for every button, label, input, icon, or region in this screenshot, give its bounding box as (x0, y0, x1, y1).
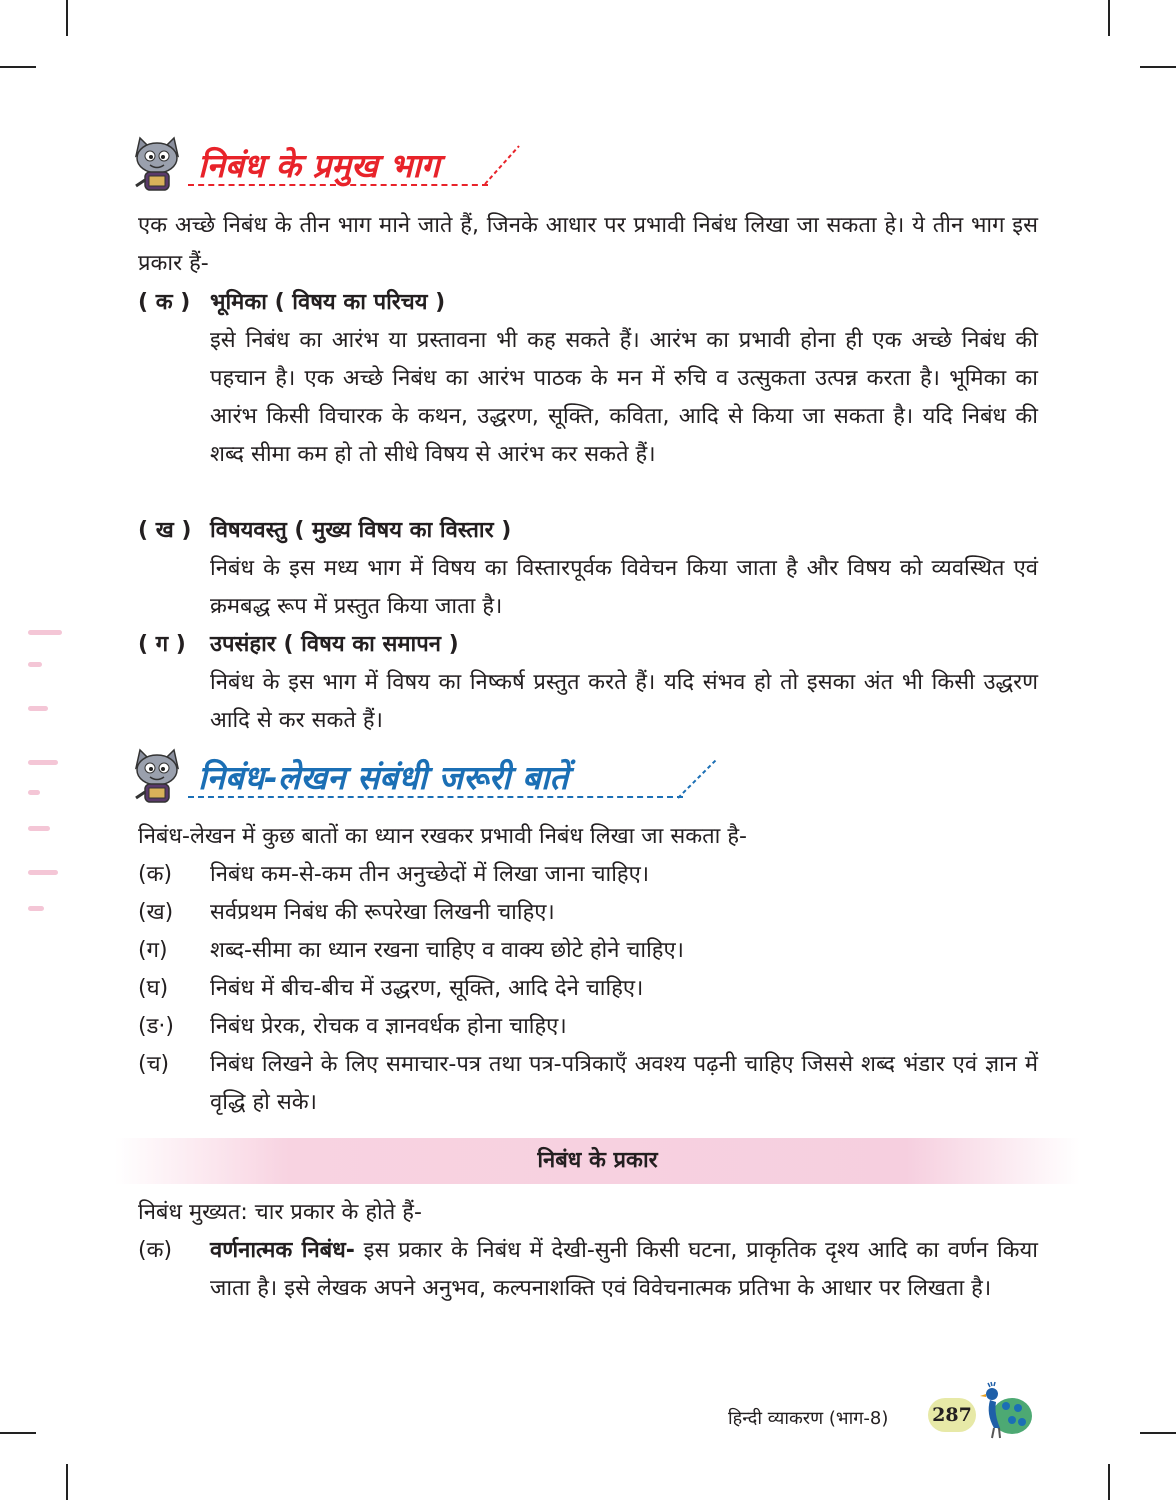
point-text: शब्द-सीमा का ध्यान रखना चाहिए व वाक्य छोटे होने चाहिए। (210, 938, 684, 963)
point-marker: (ग) (138, 938, 168, 963)
point-marker: (घ) (138, 976, 169, 1001)
crop-mark (66, 1464, 68, 1500)
peacock-icon (972, 1380, 1034, 1442)
section2-intro: निबंध-लेखन में कुछ बातों का ध्यान रखकर प्रभावी निबंध लिखा जा सकता है- (138, 824, 747, 849)
point-marker: (च) (138, 1052, 170, 1077)
point-text: सर्वप्रथम निबंध की रूपरेखा लिखनी चाहिए। (210, 900, 555, 925)
section-heading-text: निबंध के प्रमुख भाग (198, 146, 440, 185)
heading-dashed-flourish (676, 756, 720, 800)
heading-dashed-flourish (483, 142, 523, 186)
margin-streak (28, 706, 48, 711)
item-body: इसे निबंध का आरंभ या प्रस्तावना भी कह सकते हैं। आरंभ का प्रभावी होना ही एक अच्छे निबंध की पहचान है। एक अच्छे निबंध का आरंभ पाठक के मन में रुचि व उत्सुकता उत्पन्न करता है। भूमिका का आरंभ किसी विचारक के कथन, उद्धरण, सूक्ति, कविता, आदि से किया जा सकता है। यदि निबंध की शब्द सीमा कम हो तो सीधे विषय से आरंभ कर सकते हैं। (210, 328, 1038, 467)
section-heading-main-parts (128, 140, 528, 200)
margin-streak (28, 662, 42, 667)
margin-streak (28, 760, 58, 765)
point-text: निबंध में बीच-बीच में उद्धरण, सूक्ति, आदि देने चाहिए। (210, 976, 644, 1001)
margin-streak (28, 630, 62, 635)
item-marker: ( क ) (138, 290, 191, 315)
item-title: भूमिका ( विषय का परिचय ) (210, 290, 446, 315)
crop-mark (1108, 0, 1110, 36)
type-term: वर्णनात्मक निबंध- (210, 1238, 355, 1263)
point-text: निबंध कम-से-कम तीन अनुच्छेदों में लिखा जाना चाहिए। (210, 862, 650, 887)
heading-dashed-underline (188, 796, 683, 798)
crop-mark (66, 0, 68, 36)
margin-streak (28, 906, 44, 911)
section-heading-text: निबंध-लेखन संबंधी जरूरी बातें (198, 758, 569, 797)
point-text: निबंध प्रेरक, रोचक व ज्ञानवर्धक होना चाहिए। (210, 1014, 567, 1039)
crop-mark (1140, 66, 1176, 68)
cat-mascot-icon (128, 746, 186, 808)
margin-streak (28, 826, 50, 831)
crop-mark (1108, 1464, 1110, 1500)
margin-streak (28, 790, 40, 795)
item-body: निबंध के इस भाग में विषय का निष्कर्ष प्रस्तुत करते हैं। यदि संभव हो तो इसका अंत भी किसी उद्धरण आदि से कर सकते हैं। (210, 670, 1038, 733)
footer-book-title: हिन्दी व्याकरण (भाग-8) (728, 1408, 889, 1429)
cat-mascot-icon (128, 134, 186, 196)
crop-mark (0, 66, 36, 68)
type-text (210, 1232, 1038, 1308)
item-body: निबंध के इस मध्य भाग में विषय का विस्तारपूर्वक विवेचन किया जाता है और विषय को व्यवस्थित एवं क्रमबद्ध रूप में प्रस्तुत किया जाता है। (210, 556, 1038, 619)
section1-intro: एक अच्छे निबंध के तीन भाग माने जाते हैं, जिनके आधार पर प्रभावी निबंध लिखा जा सकता हे। ये तीन भाग इस प्रकार हैं- (138, 213, 1038, 276)
section3-intro: निबंध मुख्यत: चार प्रकार के होते हैं- (138, 1200, 422, 1225)
crop-mark (1140, 1432, 1176, 1434)
item-title: विषयवस्तु ( मुख्य विषय का विस्तार ) (210, 518, 512, 543)
margin-streak (28, 870, 58, 875)
heading-dashed-underline (188, 184, 488, 186)
crop-mark (0, 1432, 36, 1434)
item-marker: ( ग ) (138, 632, 186, 657)
point-text: निबंध लिखने के लिए समाचार-पत्र तथा पत्र-पत्रिकाएँ अवश्य पढ़नी चाहिए जिससे शब्द भंडार एवं ज्ञान में वृद्धि हो सके। (210, 1052, 1038, 1115)
band-title: निबंध के प्रकार (537, 1148, 658, 1173)
type-description: इस प्रकार के निबंध में देखी-सुनी किसी घटना, प्राकृतिक दृश्य आदि का वर्णन किया जाता है। इसे लेखक अपने अनुभव, कल्पनाशक्ति एवं विवेचनात्मक प्रतिभा के आधार पर लिखता है। (210, 1238, 1038, 1301)
item-marker: ( ख ) (138, 518, 192, 543)
section-heading-important-points (128, 752, 748, 812)
item-title: उपसंहार ( विषय का समापन ) (210, 632, 459, 657)
types-band (115, 1138, 1080, 1184)
point-marker: (क) (138, 862, 173, 887)
page-number: 287 (928, 1398, 976, 1432)
type-marker: (क) (138, 1238, 173, 1263)
point-marker: (ख) (138, 900, 174, 925)
point-marker: (ड·) (138, 1014, 174, 1039)
